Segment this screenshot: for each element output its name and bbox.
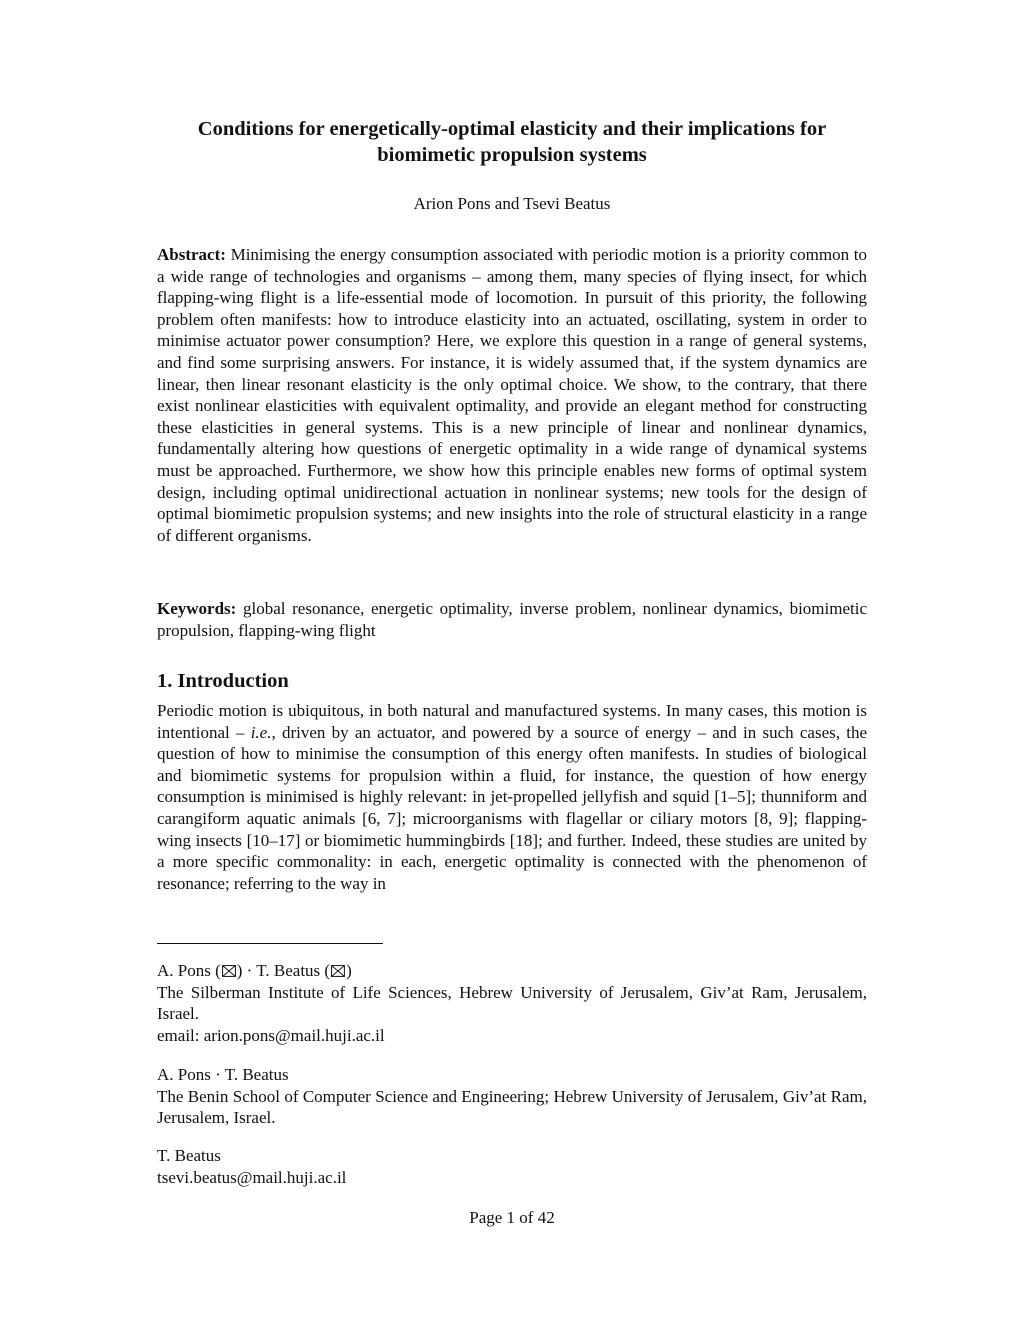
footnote-2-affiliation: The Benin School of Computer Science and Engineering; Hebrew University of Jerusalem, Giv’at Ram, Jerusalem, Israel. bbox=[157, 1086, 867, 1128]
keywords bbox=[157, 598, 867, 641]
abstract-text: Minimising the energy consumption associated with periodic motion is a priority common to a wide range of technologies and organisms – among them, many species of flying insect, for which flapping-wing flight is a life-essential mode of locomotion. In pursuit of this priority, the following problem often manifests: how to introduce elasticity into an actuated, oscillating, system in order to minimise actuator power consumption? Here, we explore this question in a range of general systems, and find some surprising answers. For instance, it is widely assumed that, if the system dynamics are linear, then linear resonant elasticity is the only optimal choice. We show, to the contrary, that there exist nonlinear elasticities with equivalent optimality, and provide an elegant method for constructing these elasticities in general systems. This is a new principle of linear and nonlinear dynamics, fundamentally altering how questions of energetic optimality in a wide range of dynamical systems must be approached. Furthermore, we show how this principle enables new forms of optimal system design, including optimal unidirectional actuation in nonlinear systems; new tools for the design of optimal biomimetic propulsion systems; and new insights into the role of structural elasticity in a range of different organisms. bbox=[157, 245, 868, 545]
footnote-3-author: T. Beatus bbox=[157, 1146, 221, 1165]
paper-title bbox=[157, 116, 867, 168]
abstract bbox=[157, 244, 867, 546]
page-number: Page 1 of 42 bbox=[469, 1208, 555, 1227]
abstract-label: Abstract: bbox=[157, 245, 226, 264]
envelope-icon bbox=[222, 965, 236, 977]
footnote-separator bbox=[157, 943, 383, 944]
introduction-paragraph bbox=[157, 700, 867, 894]
footnote-1-email: email: arion.pons@mail.huji.ac.il bbox=[157, 1025, 385, 1045]
keywords-text: global resonance, energetic optimality, inverse problem, nonlinear dynamics, biomimetic propulsion, flapping-wing flight bbox=[157, 599, 868, 640]
envelope-icon bbox=[331, 965, 345, 977]
intro-text-part-1: Periodic motion is ubiquitous, in both natural and manufactured systems. In many cases, this motion is intentional – bbox=[157, 701, 867, 742]
title-line-2: biomimetic propulsion systems bbox=[377, 144, 647, 166]
footnote-1 bbox=[157, 960, 867, 1046]
fn1-author-a: A. Pons ( bbox=[157, 961, 221, 980]
keywords-label: Keywords: bbox=[157, 599, 237, 618]
footnote-1-authors bbox=[157, 960, 867, 982]
footnote-1-affiliation: The Silberman Institute of Life Sciences, Hebrew University of Jerusalem, Giv’at Ram, Jerusalem, Israel. bbox=[157, 982, 867, 1024]
footnote-3 bbox=[157, 1145, 867, 1188]
footnote-3-email: tsevi.beatus@mail.huji.ac.il bbox=[157, 1167, 347, 1187]
intro-text-part-2: , driven by an actuator, and powered by a source of energy – and in such cases, the question of how to minimise the consumption of this energy often manifests. In studies of biological and biomimetic systems for propulsion within a fluid, for instance, the question of how energy consumption is minimised is highly relevant: in jet-propelled jellyfish and squid [1–5]; thunniform and carangiform aquatic animals [6, 7]; microorganisms with flagellar or ciliary motors [8, 9]; flapping-wing insects [10–17] or biomimetic hummingbirds [18]; and further. Indeed, these studies are united by a more specific commonality: in each, energetic optimality is connected with the phenomenon of resonance; referring to the way in bbox=[157, 722, 867, 893]
intro-ie: i.e. bbox=[250, 722, 272, 742]
footnote-2-authors: A. Pons · T. Beatus bbox=[157, 1065, 289, 1084]
footnote-2 bbox=[157, 1064, 867, 1129]
author-list: Arion Pons and Tsevi Beatus bbox=[413, 194, 611, 213]
fn1-close: ) bbox=[346, 961, 352, 980]
fn1-sep: ) · T. Beatus ( bbox=[236, 961, 331, 980]
title-line-1: Conditions for energetically-optimal elasticity and their implications for bbox=[197, 118, 827, 140]
section-heading: 1. Introduction bbox=[157, 670, 289, 692]
